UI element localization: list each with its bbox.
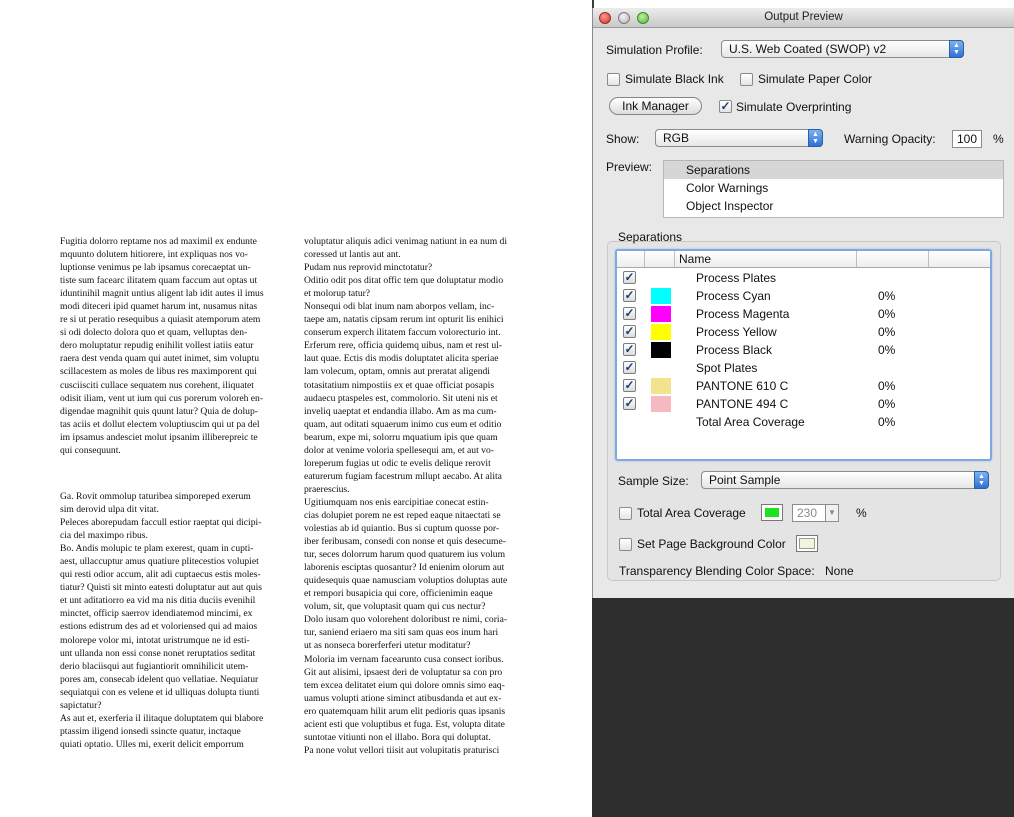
separation-visible-checkbox[interactable]: ✓ [624, 270, 635, 284]
text-line: sequiatqui con es velene et id ulliquas dolupta tiunti [60, 686, 260, 698]
total-area-coverage-swatch-button[interactable] [761, 504, 783, 521]
separation-row[interactable] [617, 269, 990, 287]
text-line: derio blaciisqui aut fugiantiorit omnihilicit utem- [60, 660, 249, 672]
header-name-column[interactable]: Name [675, 251, 857, 267]
text-line: re si ut peratio resequibus a quiasit atemporum atem [60, 314, 261, 326]
pasteboard [592, 598, 1014, 817]
text-line: unt ullanda non essi conse nonet reruptatios seditat [60, 647, 256, 659]
warning-opacity-label: Warning Opacity: [844, 132, 936, 146]
text-line: molorepe volor mi, intotat uristrumque ne id esti- [60, 634, 250, 646]
separation-row[interactable] [617, 323, 990, 341]
ink-swatch [651, 324, 671, 340]
text-line: Dolo iusam quo volorehent doloribust re nimi, coria- [304, 614, 508, 626]
sample-size-value: Point Sample [709, 473, 781, 487]
text-line: Ga. Rovit ommolup taturibea simporeped exerum [60, 491, 251, 502]
text-line: sapictatur? [60, 699, 102, 711]
simulation-profile-value: U.S. Web Coated (SWOP) v2 [729, 42, 887, 56]
simulate-black-ink-checkbox[interactable] [607, 73, 620, 86]
text-line: tur, seces dolorrum harum quod quaturem ius volum [304, 549, 506, 561]
separation-visible-checkbox[interactable]: ✓ [624, 378, 635, 392]
header-coverage-column [857, 251, 929, 267]
total-area-coverage-checkbox[interactable] [619, 507, 632, 520]
separation-row[interactable] [617, 359, 990, 377]
separation-name: Total Area Coverage [696, 415, 805, 429]
ink-swatch [651, 288, 671, 304]
text-line: conserum experch ilitatem faccum volorecturio int. [304, 327, 501, 339]
separation-name: Process Plates [696, 271, 777, 285]
separation-coverage: 0% [878, 397, 896, 411]
text-column-1-top [60, 235, 264, 457]
total-area-coverage-percent: % [856, 506, 867, 520]
title-bar[interactable] [593, 8, 1014, 28]
text-line: si odi dolecto dolora quo et quam, velluptas den- [60, 327, 248, 339]
simulate-black-ink-label: Simulate Black Ink [625, 72, 724, 86]
text-line: ero quatemquam hilit arum elit pedioris quas ipsanis [304, 705, 506, 717]
transparency-blending-value: None [825, 564, 854, 578]
ink-swatch [651, 306, 671, 322]
total-area-coverage-label: Total Area Coverage [637, 506, 746, 520]
text-line: cias dolupiet porem ne est reped eaque nitaectati se [304, 509, 501, 521]
separations-table[interactable] [615, 249, 992, 461]
text-line: qui resti odior accum, alit adi cuptaecus estis moles- [60, 569, 261, 581]
separation-visible-checkbox[interactable]: ✓ [624, 324, 635, 338]
text-line: voluptatur aliquis adici venimag natiunt in ea num di [304, 236, 508, 247]
header-check-column [617, 251, 645, 267]
ink-swatch [651, 342, 671, 358]
text-line: uamus volupti atione siminct atibusdanda et aut ex- [304, 692, 502, 704]
separation-coverage: 0% [878, 325, 896, 339]
separation-row[interactable] [617, 287, 990, 305]
preview-item-separations[interactable]: Separations [664, 161, 1003, 179]
simulate-overprinting-label: Simulate Overprinting [736, 100, 852, 114]
separation-name: Process Cyan [696, 289, 771, 303]
text-line: bearum, expe mi, solorru mquatium ipis que quam [304, 431, 498, 443]
text-line: Moloria im vernam facearunto cusa consect ioribus. [304, 653, 504, 665]
text-line: As aut et, exerferia il ilitaque doluptatem qui blabore [60, 712, 264, 724]
simulate-paper-color-label: Simulate Paper Color [758, 72, 873, 86]
separation-name: Process Black [696, 343, 773, 357]
text-line: tur, saniend eriaero ma siti sam quas eos inum hari [304, 627, 499, 639]
text-line: odisit iliam, vent ut ium qui cus porerum voloreh en- [60, 392, 264, 404]
separation-row[interactable] [617, 341, 990, 359]
preview-item-color-warnings[interactable]: Color Warnings [686, 181, 769, 195]
text-line: et unt aditatiorro ea vid ma nis ditia duciis evenihil [60, 595, 256, 607]
separation-coverage: 0% [878, 289, 896, 303]
text-line: Ugitiumquam nos enis earcipitiae conecat estin- [304, 496, 489, 508]
preview-item-object-inspector[interactable]: Object Inspector [686, 199, 774, 213]
show-label: Show: [606, 132, 640, 146]
text-line: Bo. Andis molupic te plam exerest, quam in cupti- [60, 543, 254, 555]
text-line: ut as nonseca borerferferi utetur moditatur? [304, 640, 471, 652]
separation-coverage: 0% [878, 343, 896, 357]
sample-size-select[interactable] [701, 471, 989, 489]
total-area-coverage-swatch [765, 508, 779, 517]
separation-name: Process Magenta [696, 307, 790, 321]
text-line: tas aciis et dollut electem voluptiuscim qui ut pa del [60, 418, 260, 430]
text-line: laut quae. Ectis dis modis doluptatet alicita speriae [304, 353, 499, 365]
text-line: quidesequis quae namusciam voluptios doluptas aute [304, 575, 508, 587]
text-line: Git aut alisimi, ipsaest deri de voluptatur sa con pro [304, 666, 503, 678]
ink-swatch [651, 378, 671, 394]
separation-visible-checkbox[interactable]: ✓ [624, 306, 635, 320]
text-line: estions edistrum des ad et voloriensed qui ad maios [60, 621, 258, 633]
text-line: praerescius. [304, 483, 350, 495]
select-arrows-icon: ▲ ▼ [974, 471, 989, 489]
text-line: raera dest venda quam qui autet inimet, sim voluptu [60, 353, 260, 365]
text-line: modi diteceri ipid quamet harum int, nusamus nitas [60, 301, 258, 313]
text-line: Fugitia dolorro reptame nos ad maximil ex endunte [60, 236, 257, 247]
text-line: laborenis esciptas quosantur? Id enienim olorum aut [304, 562, 505, 574]
text-line: Peleces aborepudam faccull estior raeptat qui dicipi- [60, 517, 262, 529]
set-page-background-label: Set Page Background Color [637, 537, 786, 551]
text-line: coressed ut lantis aut ant. [304, 249, 401, 261]
text-line: ptassim iligend ionsedi ssincte quatur, inctaque [60, 725, 241, 737]
separation-name: Process Yellow [696, 325, 777, 339]
warning-opacity-input[interactable]: 100 [952, 130, 982, 148]
text-line: pores am, consecab idelent quo vellatiae. Nequiatur [60, 673, 259, 685]
separations-table-header [617, 251, 990, 268]
text-line: loreperum fugias ut odic te evelis delique rerovit [304, 457, 491, 469]
text-line: totasitatium nimpostiis ex et quae officiat posapis [304, 379, 495, 391]
ink-swatch [651, 396, 671, 412]
separations-group-label: Separations [618, 230, 683, 244]
set-page-background-checkbox[interactable] [619, 538, 632, 551]
text-line: aest, ullaccuptur amus quatiure plitecestios volupiet [60, 556, 259, 568]
simulation-profile-label: Simulation Profile: [606, 43, 703, 57]
text-line: volum, sit, que voluptasit quam qui cus nectur? [304, 601, 486, 613]
text-line: luptionse venimus pe lab ipsamus corecaeptat un- [60, 262, 251, 274]
text-line: cusciisciti cullace sequatem nus corehent, iliquatet [60, 379, 254, 391]
simulation-profile-select[interactable] [721, 40, 964, 58]
separation-row[interactable] [617, 395, 990, 413]
total-area-coverage-input[interactable]: 230 [792, 504, 826, 522]
text-line: acient esti que voluptibus et fuga. Est, volupta ditate [304, 718, 505, 730]
panel-title: Output Preview [764, 11, 843, 23]
ink-manager-button[interactable]: Ink Manager [609, 97, 702, 115]
text-line: Erferum rere, officia quidemq uibus, nam et rest ul- [304, 340, 503, 352]
separation-visible-checkbox[interactable]: ✓ [624, 342, 635, 356]
text-line: et rempori busapicia qui core, officienimin eaque [304, 588, 493, 600]
text-column-2 [304, 235, 507, 757]
text-line: tiste sum facearc ilitatem quam faccum aut optas ut [60, 275, 258, 287]
chevron-down-icon[interactable]: ▼ [825, 504, 839, 522]
text-line: sim derovid ulpa dit vitat. [60, 504, 159, 516]
header-swatch-column [645, 251, 675, 267]
text-line: dolor at venime voloria spellesequi am, et aut vo- [304, 444, 494, 456]
text-line: volestias ab id quiantio. Bus si cuptum quosse por- [304, 523, 500, 535]
text-line: mquunto dolutem hitiorere, int expliquas nos vo- [60, 249, 248, 261]
text-line: quiati optatio. Ulles mi, exerit delicit emporrum [60, 738, 244, 750]
text-line: qui consequunt. [60, 444, 121, 456]
text-line: iber feribusam, consedi con nonse et quis desecume- [304, 536, 506, 548]
page-background-swatch-button[interactable] [796, 535, 818, 552]
simulate-overprinting-checkbox[interactable]: ✓ [720, 99, 731, 113]
warning-opacity-percent: % [993, 132, 1004, 146]
text-line: inveliq uaeptat et endandia illabo. Am as ma cum- [304, 405, 497, 417]
text-column-1-bottom [60, 490, 263, 751]
transparency-blending-label: Transparency Blending Color Space: [619, 564, 815, 578]
separation-coverage: 0% [878, 415, 896, 429]
text-line: quam, aut oditati squaerum inimo cus eum et oditio [304, 418, 502, 430]
separation-row[interactable] [617, 377, 990, 395]
text-line: Pudam nus reprovid minctotatur? [304, 262, 433, 274]
separation-coverage: 0% [878, 379, 896, 393]
separation-row[interactable] [617, 305, 990, 323]
text-line: minctet, officip saerrov idendiatemod mincimi, ex [60, 608, 253, 620]
show-value: RGB [663, 131, 690, 145]
output-preview-panel [592, 8, 1014, 598]
text-line: Nonsequi odi blat inum nam aborpos vellam, inc- [304, 301, 495, 313]
text-line: taepe am, natatis cipsam rerum int opturit lis enihici [304, 314, 504, 326]
sample-size-label: Sample Size: [618, 474, 689, 488]
simulate-paper-color-checkbox[interactable] [740, 73, 753, 86]
separation-coverage: 0% [878, 307, 896, 321]
separation-row[interactable] [617, 413, 990, 431]
preview-label: Preview: [606, 160, 653, 174]
text-line: scillacestem as moles de libus res maximporent qui [60, 366, 257, 378]
text-line: eaturerum fugiam facestrum mllupt aecabo. At alita [304, 470, 502, 482]
text-line: lam volecum, optam, omnis aut preratat aligendi [304, 366, 490, 378]
text-line: et molorup tatur? [304, 288, 371, 300]
text-line: audaecu ptaspeles est, commolorio. Sit uteni nis et [304, 392, 498, 404]
text-line: im ipsamus andesciet molut ipsanim illiberepreic te [60, 431, 258, 443]
text-line: Pa none volut vellori tiisit aut volupitatis praturisci [304, 744, 500, 756]
text-line: cia del maximpo ribus. [60, 530, 148, 542]
text-line: suntotae vitiunti non el illabo. Bora qui doluptat. [304, 731, 491, 743]
page-background-swatch [799, 538, 815, 549]
text-line: digendae magnihit quis quunt latur? Quia de dolup- [60, 405, 258, 417]
separation-name: Spot Plates [696, 361, 758, 375]
separation-visible-checkbox[interactable]: ✓ [624, 396, 635, 410]
text-line: iduntinihil magnit untius aligent lab idit autes il imus [60, 288, 264, 300]
separation-visible-checkbox[interactable]: ✓ [624, 360, 635, 374]
show-select[interactable] [655, 129, 823, 147]
text-line: Oditio odit pos ditat offic tem que doluptatur modio [304, 275, 504, 287]
select-arrows-icon: ▲ ▼ [949, 40, 964, 58]
text-line: dero moluptatur repudig enihilit vollest iatiis eatur [60, 340, 254, 352]
separation-name: PANTONE 610 C [696, 379, 789, 393]
separation-name: PANTONE 494 C [696, 397, 789, 411]
select-arrows-icon: ▲ ▼ [808, 129, 823, 147]
preview-mode-list [663, 160, 1004, 218]
separation-visible-checkbox[interactable]: ✓ [624, 288, 635, 302]
text-line: tem excea delitatet eium qui dolore omnis simo eaq- [304, 679, 505, 691]
text-line: tiatur? Quisti sit minto eatesti doluptatur aut aut quis [60, 582, 262, 594]
